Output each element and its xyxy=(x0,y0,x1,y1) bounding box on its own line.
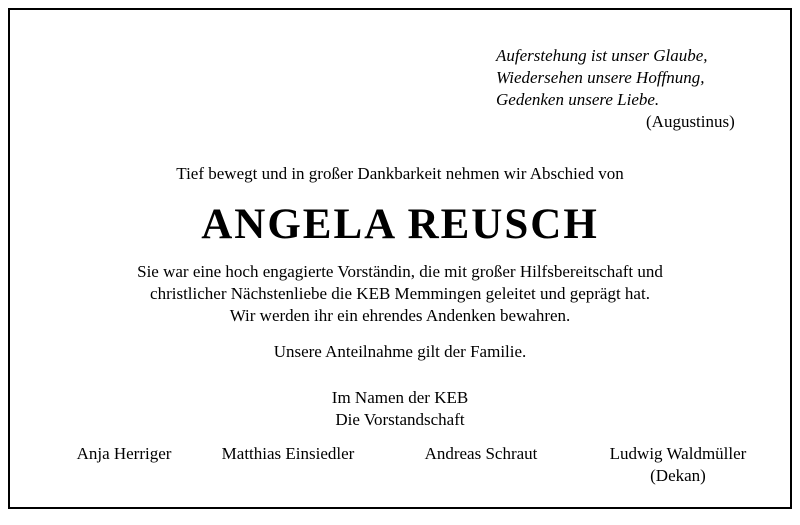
tribute-text xyxy=(10,261,790,327)
signer xyxy=(200,443,376,465)
signer-name: Matthias Einsiedler xyxy=(221,444,355,463)
signer-role: (Dekan) xyxy=(650,466,706,485)
signer xyxy=(405,443,557,465)
tribute-line: christlicher Nächstenliebe die KEB Memmingen geleitet und geprägt hat. xyxy=(150,284,650,303)
obituary-notice xyxy=(8,8,792,509)
organization-signature xyxy=(10,387,790,431)
quote xyxy=(496,45,708,111)
intro-text: Tief bewegt und in großer Dankbarkeit nehmen wir Abschied von xyxy=(176,164,624,183)
deceased-name: ANGELA REUSCH xyxy=(201,201,599,248)
quote-line: Auferstehung ist unser Glaube, xyxy=(496,46,708,65)
tribute-line: Wir werden ihr ein ehrendes Andenken bewahren. xyxy=(229,306,571,325)
condolence-text: Unsere Anteilnahme gilt der Familie. xyxy=(273,342,527,361)
tribute-line: Sie war eine hoch engagierte Vorständin, die mit großer Hilfsbereitschaft und xyxy=(137,262,663,281)
signer xyxy=(582,443,774,487)
quote-author: (Augustinus) xyxy=(646,112,735,131)
organization-line: Die Vorstandschaft xyxy=(335,410,465,429)
organization-line: Im Namen der KEB xyxy=(331,388,469,407)
quote-line: Wiedersehen unsere Hoffnung, xyxy=(496,68,705,87)
signer-name: Ludwig Waldmüller xyxy=(609,444,747,463)
signer-name: Anja Herriger xyxy=(76,444,172,463)
signer-name: Andreas Schraut xyxy=(424,444,538,463)
signer xyxy=(54,443,194,465)
quote-line: Gedenken unsere Liebe. xyxy=(496,90,660,109)
